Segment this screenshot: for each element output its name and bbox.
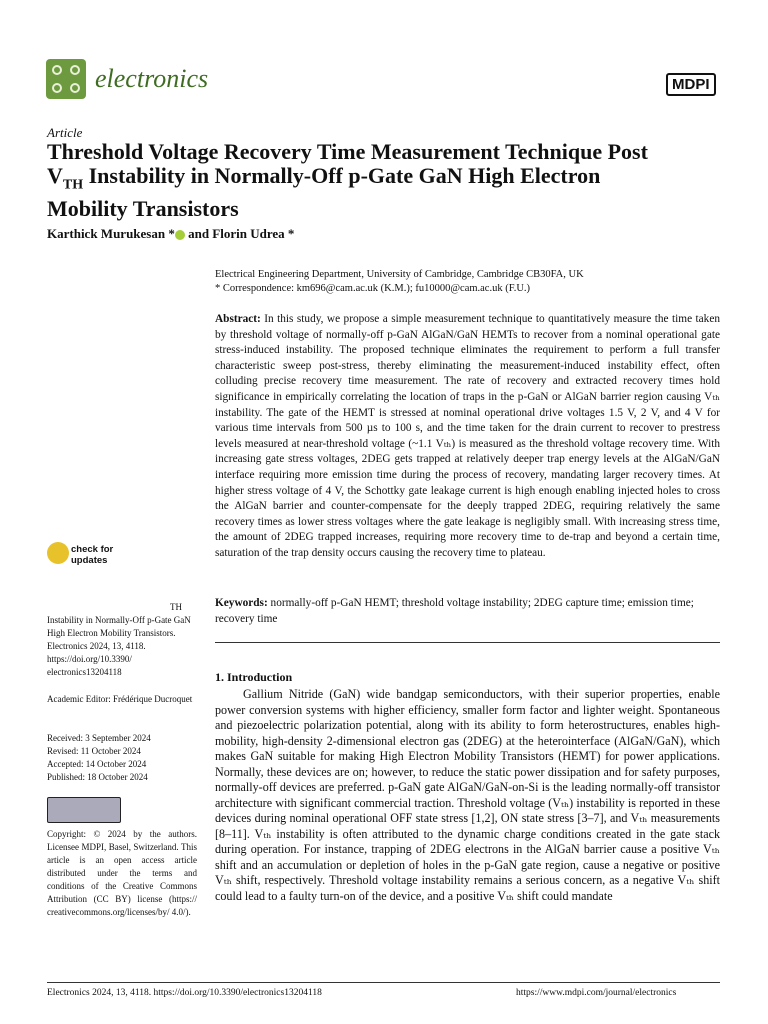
revised-date: Revised: 11 October 2024	[47, 746, 141, 756]
abstract: Abstract: In this study, we propose a simple measurement technique to quantitatively measure the time taken by threshold voltage of normally-off p-GaN AlGaN/GaN HEMTs to recover from a nominal operational gate stress-induced instability. The proposed technique eliminates the requirement to perform a full transfer characteristic sweep post-stress, thereby eliminating the measurement-induced instability effect, often colluding precise recovery time measurement. The rate of recovery and extracted recovery times hold significance in empirically correlating the location of traps in the p-GaN or AlGaN barrier region causing Vₜₕ instability. The gate of the HEMT is stressed at nominal operational drive voltages 1.5 V, 2 V, and 4 V for various time intervals from 500 µs to 100 s, and the time taken for the drain current to recover to prestress levels measured at near-threshold voltage (~1.1 Vₜₕ) is measured as the threshold voltage recovery time. With increasing gate stress voltages, 2DEG gets trapped at relatively deeper trap energy levels at the AlGaN/GaN interface requiring more emission time during the process of recovery, mandating larger recovery times. At higher stress voltage of 4 V, the Schottky gate leakage current is high enough enabling injected holes to cross the AlGaN barrier and counter-compensate for the deeply trapped 2DEG, requiring relatively the same recovery times as lower stress voltages where the gate leakage is negligibly small. With increasing stress time, the amount of 2DEG trapped increases, requiring more recovery time to de-trap and beyond a certain time, saturation of the trap density occurs causing the recovery time to plateau.	[215, 313, 720, 559]
journal-logo-icon	[46, 59, 86, 99]
section-heading: 1. Introduction	[215, 670, 293, 684]
check-updates-label[interactable]: check for updates	[71, 544, 114, 566]
keywords: Keywords: normally-off p-GaN HEMT; threshold voltage instability; 2DEG capture time; emission time; recovery time	[215, 597, 694, 625]
received-date: Received: 3 September 2024	[47, 733, 151, 743]
academic-editor: Academic Editor: Frédérique Ducroquet	[47, 694, 193, 704]
cc-by-license-icon[interactable]	[47, 797, 121, 823]
journal-name: electronics	[95, 64, 209, 93]
orcid-icon[interactable]	[175, 230, 185, 240]
authors: Karthick Murukesan * and Florin Udrea *	[47, 226, 295, 241]
footer-citation: Electronics 2024, 13, 4118. https://doi.org/10.3390/electronics13204118	[47, 988, 322, 998]
affiliation-block: Electrical Engineering Department, University of Cambridge, Cambridge CB30FA, UK * Correspondence: km696@cam.ac.uk (K.M.); fu10000@cam.ac.uk (F.U.)	[215, 269, 584, 294]
check-updates-icon[interactable]	[47, 542, 69, 564]
publisher-logo: MDPI	[666, 73, 716, 96]
citation: Instability in Normally-Off p-Gate GaN High Electron Mobility Transistors. Electronics 2024, 13, 4118. https://doi.org/10.3390/ electronics13204118	[47, 615, 191, 677]
divider	[215, 642, 720, 643]
page-title: Threshold Voltage Recovery Time Measurement Technique Post $V_{TH}$ Instability in Normally-Off p-Gate GaN High Electron Mobility Transistors	[47, 139, 648, 222]
copyright-notice: Copyright: © 2024 by the authors. Licensee MDPI, Basel, Switzerland. This article is an open access article distributed under the terms and conditions of the Creative Commons Attribution (CC BY) license (https:// creativecommons.org/licenses/by/ 4.0/).	[47, 829, 197, 917]
intro-paragraph: Gallium Nitride (GaN) wide bandgap semiconductors, with their superior properties, enable power conversion systems with higher efficiency, smaller form factor and lighter weight. Spontaneous and piezoelectric polarization potential, along with its ability to form heterostructures, enables high-mobility, high-density 2-dimensional electron gas (2DEG) at the heterointerface (AlGaN/GaN), which makes GaN suitable for making High Electron Mobility Transistors (HEMT) for power applications. Normally, these devices are on; however, to reduce the static power dissipation and for safety purposes, normally-off devices are preferred. p-GaN gate AlGaN/GaN-on-Si is the leading normally-off transistor architecture with significant commercial traction. Threshold voltage (Vₜₕ) instability is reported in these devices during nominal operational OFF state stress [1,2], ON state stress [3–7], and Vₜₕ measurements [8–11]. Vₜₕ instability is often attributed to the dynamic charge conditions created in the gate stack during operation. For instance, trapping of 2DEG electrons in the AlGaN barrier cause a positive Vₜₕ shift and an accumulation or depletion of holes in the p-GaN gate region, cause a negative or positive Vₜₕ shift, respectively. Threshold voltage instability remains a serious concern, as a negative Vₜₕ shift could lead to a faulty turn-on of the device, and a positive Vₜₕ shift could mandate	[215, 687, 720, 903]
published-date: Published: 18 October 2024	[47, 772, 148, 782]
footer-divider	[47, 982, 720, 983]
accepted-date: Accepted: 14 October 2024	[47, 759, 147, 769]
footer-journal-link[interactable]: https://www.mdpi.com/journal/electronics	[516, 988, 677, 998]
article-type: Article	[47, 125, 83, 140]
citation-th: TH	[170, 602, 182, 612]
